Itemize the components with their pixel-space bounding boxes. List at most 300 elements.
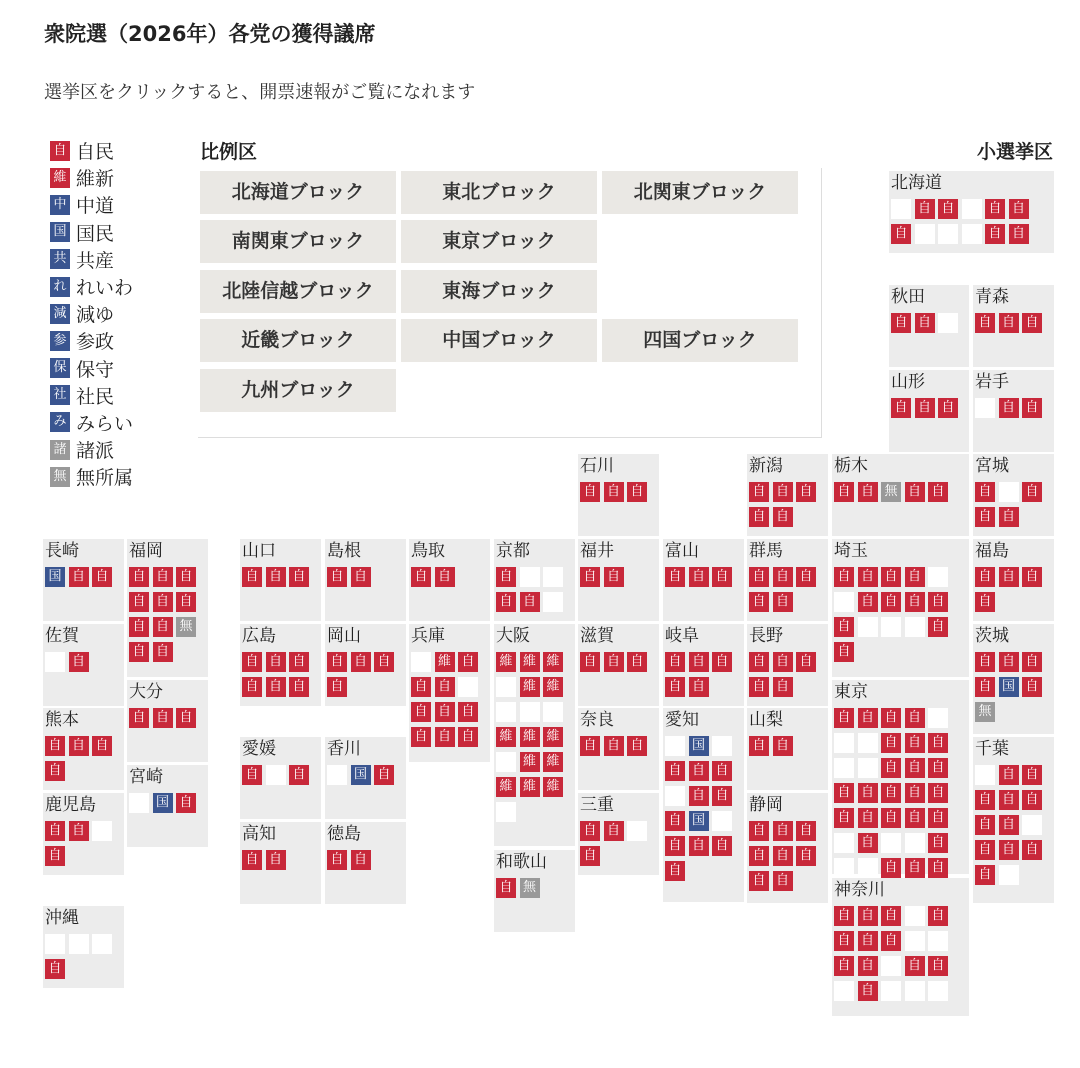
prefecture-name: 奈良 (580, 710, 614, 730)
seat-vacant (458, 677, 478, 697)
prefecture-tile[interactable] (747, 624, 828, 706)
seat-marker: 自 (881, 592, 901, 612)
seat-vacant (858, 733, 878, 753)
prefecture-name: 愛知 (665, 710, 699, 730)
prefecture-tile[interactable] (43, 906, 124, 988)
seat-marker: 自 (351, 567, 371, 587)
seat-marker: 自 (858, 567, 878, 587)
prefecture-tile[interactable] (663, 539, 744, 621)
seat-marker: 維 (520, 777, 540, 797)
prefecture-name: 鳥取 (411, 541, 445, 561)
seat-marker: 自 (928, 833, 948, 853)
seat-marker: 自 (435, 677, 455, 697)
prefecture-name: 千葉 (975, 739, 1009, 759)
legend-item-reiwa (50, 273, 133, 300)
seat-marker: 自 (999, 313, 1019, 333)
seat-marker: 自 (975, 790, 995, 810)
prefecture-tile[interactable] (409, 539, 490, 621)
seat-vacant (129, 793, 149, 813)
seat-marker: 自 (938, 398, 958, 418)
seat-marker: 自 (975, 592, 995, 612)
seat-vacant (962, 224, 982, 244)
prefecture-tile[interactable] (832, 454, 969, 536)
prefecture-tile[interactable] (663, 708, 744, 902)
pr-block-button[interactable]: 東京ブロック (401, 220, 597, 263)
prefecture-tile[interactable] (240, 822, 321, 904)
seat-marker: 自 (858, 708, 878, 728)
seat-marker: 自 (129, 642, 149, 662)
seat-vacant (627, 821, 647, 841)
prefecture-name: 神奈川 (834, 880, 885, 900)
pr-block-button[interactable]: 北陸信越ブロック (200, 270, 396, 313)
seat-marker: 自 (905, 567, 925, 587)
seat-marker: 自 (891, 398, 911, 418)
seat-marker: 自 (999, 790, 1019, 810)
page-subtitle: 選挙区をクリックすると、開票速報がご覧になれます (44, 82, 476, 103)
legend-label: 維新 (76, 168, 115, 191)
seat-marker: 自 (915, 398, 935, 418)
seat-marker: 維 (543, 777, 563, 797)
seat-marker: 自 (712, 567, 732, 587)
seat-marker: 自 (834, 708, 854, 728)
prefecture-tile[interactable] (325, 539, 406, 621)
legend-item-sdp (50, 382, 133, 409)
seat-marker: 自 (712, 786, 732, 806)
prefecture-name: 山形 (891, 372, 925, 392)
seat-marker: 自 (665, 761, 685, 781)
seat-vacant (905, 931, 925, 951)
seat-marker: 自 (496, 592, 516, 612)
seat-marker: 自 (458, 702, 478, 722)
seat-marker: 自 (938, 199, 958, 219)
prefecture-name: 滋賀 (580, 626, 614, 646)
seat-marker: 自 (604, 736, 624, 756)
prefecture-tile[interactable] (973, 285, 1054, 367)
seat-vacant (834, 981, 854, 1001)
seat-vacant (881, 833, 901, 853)
seat-marker: 自 (712, 652, 732, 672)
seat-marker: 自 (689, 761, 709, 781)
seat-vacant (543, 702, 563, 722)
seat-marker: 自 (773, 846, 793, 866)
pr-block-button[interactable]: 四国ブロック (602, 319, 798, 362)
seat-marker: 国 (689, 811, 709, 831)
seat-vacant (999, 482, 1019, 502)
seat-marker: 自 (975, 815, 995, 835)
seat-marker: 自 (627, 652, 647, 672)
prefecture-tile[interactable] (663, 624, 744, 706)
seat-marker: 自 (834, 808, 854, 828)
prefecture-tile[interactable] (747, 708, 828, 790)
prefecture-tile[interactable] (43, 624, 124, 706)
seat-marker: 自 (975, 677, 995, 697)
seat-vacant (712, 736, 732, 756)
legend-item-ind (50, 463, 133, 490)
seat-marker: 自 (45, 736, 65, 756)
legend-label: 国民 (76, 222, 115, 245)
seat-marker: 自 (773, 736, 793, 756)
seat-marker: 自 (92, 736, 112, 756)
seat-vacant (881, 981, 901, 1001)
pr-section-title: 比例区 (200, 141, 258, 163)
seat-marker: 自 (242, 677, 262, 697)
legend-item-chudo (50, 191, 133, 218)
seat-vacant (858, 617, 878, 637)
seat-vacant (665, 736, 685, 756)
seat-marker: 自 (881, 906, 901, 926)
prefecture-tile[interactable] (325, 822, 406, 904)
prefecture-name: 石川 (580, 456, 614, 476)
prefecture-tile[interactable] (43, 793, 124, 875)
seat-marker: 自 (749, 846, 769, 866)
seat-marker: 自 (999, 507, 1019, 527)
seat-marker: 自 (796, 567, 816, 587)
prefecture-name: 秋田 (891, 287, 925, 307)
seat-marker: 自 (905, 956, 925, 976)
prefecture-tile[interactable] (43, 708, 124, 790)
prefecture-tile[interactable] (578, 624, 659, 706)
seat-marker: 自 (905, 708, 925, 728)
seat-marker: 自 (999, 398, 1019, 418)
seat-marker: 無 (881, 482, 901, 502)
prefecture-name: 香川 (327, 739, 361, 759)
seat-marker: 自 (796, 652, 816, 672)
legend-swatch: 中 (50, 195, 70, 215)
seat-marker: 自 (289, 677, 309, 697)
prefecture-name: 福島 (975, 541, 1009, 561)
seat-marker: 自 (69, 736, 89, 756)
prefecture-tile[interactable] (889, 171, 1054, 253)
seat-marker: 自 (69, 821, 89, 841)
seat-marker: 自 (153, 642, 173, 662)
seat-marker: 自 (327, 677, 347, 697)
seat-vacant (92, 821, 112, 841)
seat-marker: 自 (289, 567, 309, 587)
seat-marker: 自 (580, 821, 600, 841)
prefecture-tile[interactable] (578, 539, 659, 621)
seat-vacant (858, 758, 878, 778)
prefecture-name: 長崎 (45, 541, 79, 561)
seat-marker: 維 (435, 652, 455, 672)
seat-marker: 自 (627, 736, 647, 756)
seat-marker: 自 (129, 617, 149, 637)
seat-marker: 自 (689, 677, 709, 697)
seat-marker: 自 (975, 482, 995, 502)
prefecture-tile[interactable] (747, 454, 828, 536)
seat-marker: 自 (915, 199, 935, 219)
seat-marker: 自 (665, 836, 685, 856)
prefecture-name: 広島 (242, 626, 276, 646)
seat-vacant (928, 931, 948, 951)
seat-marker: 自 (834, 931, 854, 951)
seat-marker: 自 (1022, 482, 1042, 502)
seat-marker: 自 (999, 652, 1019, 672)
prefecture-name: 山梨 (749, 710, 783, 730)
prefecture-name: 岐阜 (665, 626, 699, 646)
seat-marker: 自 (881, 733, 901, 753)
legend-item-jcp (50, 246, 133, 273)
prefecture-tile[interactable] (240, 624, 321, 706)
seat-marker: 自 (928, 482, 948, 502)
prefecture-tile[interactable] (747, 793, 828, 903)
pr-block-button[interactable]: 東北ブロック (401, 171, 597, 214)
seat-marker: 維 (520, 752, 540, 772)
seat-marker: 自 (858, 783, 878, 803)
seat-vacant (834, 858, 854, 878)
seat-marker: 維 (520, 652, 540, 672)
prefecture-tile[interactable] (747, 539, 828, 621)
seat-marker: 自 (905, 592, 925, 612)
seat-vacant (834, 833, 854, 853)
seat-marker: 自 (1022, 398, 1042, 418)
prefecture-tile[interactable] (127, 539, 208, 677)
seat-vacant (496, 677, 516, 697)
prefecture-tile[interactable] (973, 737, 1054, 903)
legend-label: 社民 (76, 385, 115, 408)
pr-block-button[interactable]: 近畿ブロック (200, 319, 396, 362)
seat-marker: 自 (999, 765, 1019, 785)
seat-vacant (975, 765, 995, 785)
legend-swatch: 共 (50, 249, 70, 269)
seat-marker: 自 (604, 652, 624, 672)
seat-marker: 自 (580, 482, 600, 502)
seat-marker: 自 (176, 592, 196, 612)
legend-label: 保守 (76, 358, 115, 381)
seat-marker: 自 (266, 850, 286, 870)
smd-section-title: 小選挙区 (976, 141, 1053, 163)
legend-label: 共産 (76, 249, 115, 272)
seat-vacant (266, 765, 286, 785)
seat-marker: 自 (834, 482, 854, 502)
prefecture-name: 高知 (242, 824, 276, 844)
prefecture-tile[interactable] (494, 539, 575, 621)
legend-swatch: れ (50, 277, 70, 297)
prefecture-tile[interactable] (494, 624, 575, 846)
seat-marker: 自 (749, 507, 769, 527)
seat-marker: 自 (881, 567, 901, 587)
prefecture-name: 群馬 (749, 541, 783, 561)
seat-marker: 自 (834, 642, 854, 662)
prefecture-tile[interactable] (43, 539, 124, 621)
seat-marker: 自 (905, 808, 925, 828)
seat-marker: 自 (975, 313, 995, 333)
seat-marker: 国 (153, 793, 173, 813)
seat-marker: 自 (975, 840, 995, 860)
seat-vacant (1022, 815, 1042, 835)
prefecture-name: 北海道 (891, 173, 942, 193)
seat-marker: 自 (834, 567, 854, 587)
seat-marker: 自 (689, 567, 709, 587)
seat-marker: 自 (712, 761, 732, 781)
pr-block-button[interactable]: 中国ブロック (401, 319, 597, 362)
prefecture-tile[interactable] (889, 285, 969, 367)
prefecture-tile[interactable] (578, 454, 659, 536)
seat-marker: 自 (45, 761, 65, 781)
prefecture-name: 福井 (580, 541, 614, 561)
seat-marker: 自 (749, 567, 769, 587)
seat-vacant (834, 758, 854, 778)
seat-marker: 自 (153, 708, 173, 728)
seat-marker: 自 (458, 727, 478, 747)
seat-marker: 自 (985, 199, 1005, 219)
seat-vacant (938, 313, 958, 333)
prefecture-tile[interactable] (889, 370, 969, 452)
prefecture-tile[interactable] (325, 624, 406, 706)
seat-marker: 自 (796, 846, 816, 866)
seat-marker: 自 (327, 567, 347, 587)
prefecture-name: 長野 (749, 626, 783, 646)
seat-marker: 自 (858, 931, 878, 951)
prefecture-tile[interactable] (973, 539, 1054, 621)
seat-marker: 自 (749, 482, 769, 502)
seat-marker: 自 (435, 727, 455, 747)
prefecture-tile[interactable] (127, 765, 208, 847)
seat-vacant (496, 752, 516, 772)
seat-marker: 自 (928, 592, 948, 612)
prefecture-tile[interactable] (494, 850, 575, 932)
prefecture-tile[interactable] (325, 737, 406, 819)
prefecture-name: 京都 (496, 541, 530, 561)
legend-label: 減ゆ (76, 304, 115, 327)
seat-marker: 自 (604, 567, 624, 587)
prefecture-name: 佐賀 (45, 626, 79, 646)
pr-block-button[interactable]: 南関東ブロック (200, 220, 396, 263)
legend-item-ldp (50, 137, 133, 164)
seat-marker: 自 (999, 567, 1019, 587)
legend-item-ishin (50, 164, 133, 191)
seat-marker: 自 (749, 821, 769, 841)
prefecture-name: 岩手 (975, 372, 1009, 392)
prefecture-tile[interactable] (240, 737, 321, 819)
prefecture-tile[interactable] (240, 539, 321, 621)
seat-marker: 自 (92, 567, 112, 587)
seat-marker: 自 (712, 836, 732, 856)
seat-marker: 自 (327, 652, 347, 672)
seat-marker: 自 (129, 567, 149, 587)
prefecture-tile[interactable] (578, 708, 659, 790)
legend-label: みらい (76, 412, 134, 435)
prefecture-tile[interactable] (578, 793, 659, 875)
legend-item-mirai (50, 409, 133, 436)
seat-vacant (881, 617, 901, 637)
prefecture-name: 徳島 (327, 824, 361, 844)
seat-marker: 自 (266, 652, 286, 672)
seat-marker: 自 (834, 783, 854, 803)
seat-marker: 自 (69, 652, 89, 672)
seat-marker: 自 (834, 956, 854, 976)
prefecture-name: 青森 (975, 287, 1009, 307)
pr-block-button[interactable]: 北海道ブロック (200, 171, 396, 214)
seat-marker: 自 (411, 702, 431, 722)
seat-marker: 自 (928, 956, 948, 976)
prefecture-tile[interactable] (973, 454, 1054, 536)
seat-marker: 自 (520, 592, 540, 612)
pr-block-button[interactable]: 北関東ブロック (602, 171, 798, 214)
seat-marker: 自 (496, 567, 516, 587)
seat-marker: 国 (689, 736, 709, 756)
prefecture-name: 埼玉 (834, 541, 868, 561)
seat-marker: 自 (749, 677, 769, 697)
legend-item-dpfp (50, 219, 133, 246)
seat-marker: 自 (881, 783, 901, 803)
prefecture-tile[interactable] (409, 624, 490, 762)
seat-marker: 自 (999, 815, 1019, 835)
seat-marker: 国 (351, 765, 371, 785)
prefecture-name: 兵庫 (411, 626, 445, 646)
seat-marker: 自 (749, 736, 769, 756)
prefecture-tile[interactable] (832, 539, 969, 677)
prefecture-name: 島根 (327, 541, 361, 561)
seat-vacant (834, 592, 854, 612)
seat-marker: 無 (176, 617, 196, 637)
seat-marker: 維 (496, 777, 516, 797)
seat-marker: 自 (773, 482, 793, 502)
legend-swatch: 参 (50, 331, 70, 351)
seat-marker: 自 (689, 652, 709, 672)
pr-block-button[interactable]: 九州ブロック (200, 369, 396, 412)
seat-marker: 自 (665, 677, 685, 697)
seat-marker: 自 (773, 677, 793, 697)
seat-marker: 自 (289, 652, 309, 672)
seat-marker: 自 (435, 567, 455, 587)
prefecture-name: 三重 (580, 795, 614, 815)
seat-vacant (915, 224, 935, 244)
seat-marker: 維 (543, 752, 563, 772)
seat-vacant (520, 702, 540, 722)
seat-vacant (45, 652, 65, 672)
seat-vacant (938, 224, 958, 244)
seat-vacant (928, 708, 948, 728)
seat-marker: 自 (1022, 790, 1042, 810)
prefecture-name: 沖縄 (45, 908, 79, 928)
seat-marker: 維 (543, 727, 563, 747)
seat-vacant (520, 567, 540, 587)
seat-marker: 自 (905, 783, 925, 803)
seat-vacant (905, 906, 925, 926)
seat-marker: 国 (45, 567, 65, 587)
seat-marker: 自 (1022, 765, 1042, 785)
seat-marker: 自 (858, 482, 878, 502)
seat-marker: 自 (176, 567, 196, 587)
pr-block-button[interactable]: 東海ブロック (401, 270, 597, 313)
seat-marker: 自 (665, 811, 685, 831)
prefecture-tile[interactable] (832, 878, 969, 1016)
seat-marker: 自 (881, 931, 901, 951)
seat-marker: 国 (999, 677, 1019, 697)
seat-marker: 自 (858, 833, 878, 853)
prefecture-tile[interactable] (832, 680, 969, 874)
legend-swatch: み (50, 412, 70, 432)
seat-marker: 自 (665, 652, 685, 672)
seat-marker: 自 (749, 871, 769, 891)
prefecture-tile[interactable] (973, 370, 1054, 452)
prefecture-tile[interactable] (127, 680, 208, 762)
legend-item-minor (50, 436, 133, 463)
seat-marker: 自 (176, 793, 196, 813)
seat-vacant (543, 592, 563, 612)
seat-vacant (411, 652, 431, 672)
prefecture-name: 和歌山 (496, 852, 547, 872)
seat-marker: 自 (411, 677, 431, 697)
seat-marker: 自 (975, 507, 995, 527)
seat-marker: 自 (928, 758, 948, 778)
prefecture-tile[interactable] (973, 624, 1054, 734)
seat-marker: 自 (266, 567, 286, 587)
prefecture-name: 東京 (834, 682, 868, 702)
seat-marker: 自 (834, 906, 854, 926)
seat-marker: 自 (242, 652, 262, 672)
seat-marker: 自 (665, 567, 685, 587)
